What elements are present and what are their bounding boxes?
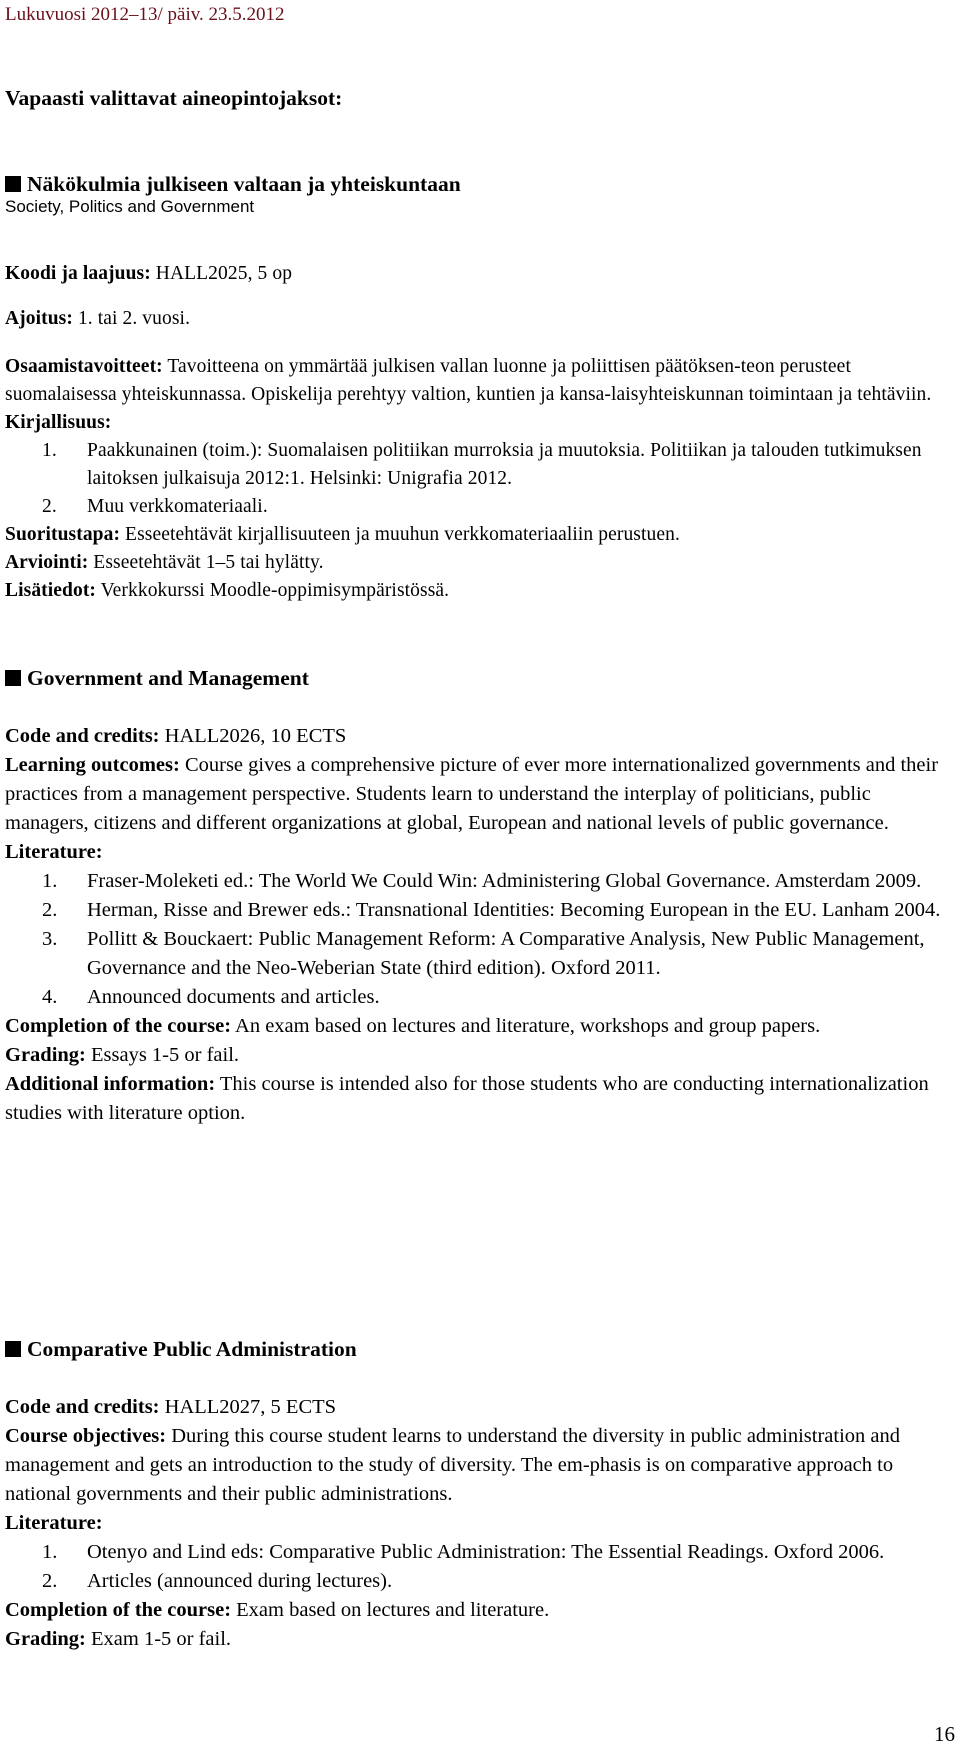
course-2-outcomes: Learning outcomes: Course gives a comprehensive picture of ever more internationalized governments and their practices from a management perspective. Students learn to understand the interplay of politicians, public managers, citizens and different organizations at global, European and national levels of public governance. [5, 754, 939, 834]
bullet-square-icon [5, 176, 21, 192]
course-3-completion: Completion of the course: Exam based on lectures and literature. [5, 1599, 550, 1621]
literature-item: 3. Pollitt & Bouckaert: Public Management Reform: A Comparative Analysis, New Public Management, Governance and the Neo-Weberian State (third edition). Oxford 2011. [42, 928, 925, 979]
course-2-info: Additional information: This course is intended also for those students who are conducting internationalization studies with literature option. [5, 1073, 929, 1124]
page-number: 16 [934, 1722, 955, 1746]
course-1-info: Lisätiedot: Verkkokurssi Moodle-oppimisympäristössä. [5, 579, 450, 601]
literature-item: 1. Paakkunainen (toim.): Suomalaisen politiikan murroksia ja muutoksia. Politiikan ja talouden tutkimuksen laitoksen julkaisuja 2012:1. Helsinki: Unigrafia 2012. [42, 439, 922, 489]
course-1-literature-label: Kirjallisuus: [5, 411, 112, 433]
bullet-square-icon [5, 1341, 21, 1357]
course-2-literature-list [5, 867, 955, 1012]
course-3-literature-list [5, 1538, 955, 1596]
course-2-title: Government and Management [5, 664, 955, 693]
section-heading [5, 84, 955, 113]
course-2 [5, 664, 955, 1128]
course-1-code: Koodi ja laajuus: HALL2025, 5 op [5, 262, 293, 284]
course-2-code: Code and credits: HALL2026, 10 ECTS [5, 725, 347, 747]
course-1-method: Suoritustapa: Esseetehtävät kirjallisuuteen ja muuhun verkkomateriaaliin perustuen. [5, 523, 680, 545]
literature-item: 4. Announced documents and articles. [42, 986, 380, 1008]
literature-item: 1. Otenyo and Lind eds: Comparative Public Administration: The Essential Readings. Oxford 2006. [42, 1541, 885, 1563]
course-1-title: Näkökulmia julkiseen valtaan ja yhteiskuntaan [5, 170, 955, 199]
course-2-literature-label: Literature: [5, 841, 103, 863]
course-3-grading: Grading: Exam 1-5 or fail. [5, 1628, 232, 1650]
bullet-square-icon [5, 670, 21, 686]
course-3 [5, 1335, 955, 1654]
literature-item: 2. Herman, Risse and Brewer eds.: Transnational Identities: Becoming European in the EU. Lanham 2004. [42, 899, 941, 921]
course-1 [5, 170, 955, 605]
literature-item: 2. Articles (announced during lectures). [42, 1570, 393, 1592]
course-3-code: Code and credits: HALL2027, 5 ECTS [5, 1396, 337, 1418]
course-3-title: Comparative Public Administration [5, 1335, 955, 1364]
course-3-literature-label: Literature: [5, 1512, 103, 1534]
course-1-outcomes: Osaamistavoitteet: Tavoitteena on ymmärtää julkisen vallan luonne ja poliittisen päätöksen-teon perusteet suomalaisessa yhteiskunnassa. Opiskelija perehtyy valtion, kuntien ja kansa-laisyhteiskunnan toimintaan ja tehtäviin. [5, 355, 932, 405]
course-2-completion: Completion of the course: An exam based on lectures and literature, workshops and group papers. [5, 1015, 821, 1037]
course-1-literature-list [5, 437, 955, 521]
course-1-grading: Arviointi: Esseetehtävät 1–5 tai hylätty. [5, 551, 324, 573]
section-heading-text: Vapaasti valittavat aineopintojaksot: [5, 86, 343, 110]
course-3-objectives: Course objectives: During this course student learns to understand the diversity in public administration and management and gets an introduction to the study of diversity. The em-phasis is on comparative approach to national governments and their public administrations. [5, 1425, 900, 1505]
course-1-timing: Ajoitus: 1. tai 2. vuosi. [5, 308, 191, 329]
literature-item: 2. Muu verkkomateriaali. [42, 495, 268, 517]
course-2-grading: Grading: Essays 1-5 or fail. [5, 1044, 240, 1066]
literature-item: 1. Fraser-Moleketi ed.: The World We Could Win: Administering Global Governance. Amsterdam 2009. [42, 870, 922, 892]
course-1-subtitle: Society, Politics and Government [5, 197, 255, 216]
document-header: Lukuvuosi 2012–13/ päiv. 23.5.2012 [5, 4, 285, 25]
